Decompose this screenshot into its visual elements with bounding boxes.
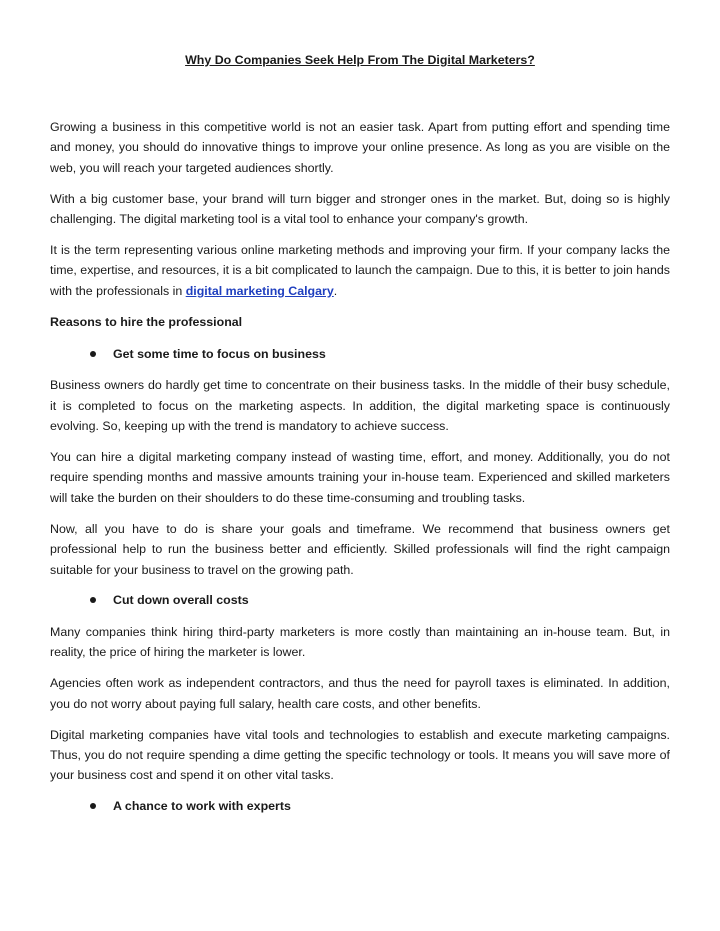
paragraph-customer-base: With a big customer base, your brand will turn bigger and stronger ones in the market. But, doing so is highly challenging. The digital marketing tool is a vital tool to enhance your company's growth. <box>50 191 670 227</box>
section-heading-reasons: Reasons to hire the professional <box>50 314 243 329</box>
document-page <box>50 50 670 828</box>
paragraph-intro: Growing a business in this competitive world is not an easier task. Apart from putting effort and spending time and money, you should do innovative things to improve your online presence. As long as you are visible on the web, you will reach your targeted audiences shortly. <box>50 120 670 175</box>
paragraph-agencies: Agencies often work as independent contractors, and thus the need for payroll taxes is eliminated. In addition, you do not worry about paying full salary, health care costs, and other benefits. <box>50 676 670 711</box>
paragraph-goals: Now, all you have to do is share your goals and timeframe. We recommend that business owners get professional help to run the business better and efficiently. Skilled professionals will find the right campaign suitable for your business to travel on the growing path. <box>50 521 670 577</box>
paragraph-hire-company: You can hire a digital marketing company instead of wasting time, effort, and money. Additionally, you do not require spending months and massive amounts training your in-house team. Experienced and skilled marketers will take the burden on their shoulders to do these time-consuming and troubling tasks. <box>50 449 670 505</box>
bullet-item-experts <box>50 796 670 816</box>
paragraph-text-end: . <box>333 283 338 298</box>
paragraph-third-party: Many companies think hiring third-party marketers is more costly than maintaining an in-house team. But, in reality, the price of hiring the marketer is lower. <box>50 624 670 660</box>
bullet-label: Get some time to focus on business <box>113 346 326 361</box>
digital-marketing-calgary-link[interactable]: digital marketing Calgary <box>185 283 334 298</box>
bullet-item-focus <box>50 344 670 364</box>
bullet-label: Cut down overall costs <box>113 593 249 608</box>
bullet-icon <box>90 803 96 809</box>
bullet-label: A chance to work with experts <box>113 799 291 814</box>
paragraph-busy-schedule: Business owners do hardly get time to concentrate on their business tasks. In the middle of their busy schedule, it is completed to focus on the marketing aspects. In addition, the digital marketing space is continuously evolving. So, keeping up with the trend is mandatory to achieve success. <box>50 378 670 434</box>
paragraph-marketing-methods <box>50 240 670 301</box>
paragraph-tools: Digital marketing companies have vital tools and technologies to establish and execute marketing campaigns. Thus, you do not require spending a dime getting the specific technology or tools. It means you will save more of your business cost and spend it on other vital tasks. <box>50 727 670 783</box>
paragraph-text: It is the term representing various online marketing methods and improving your firm. If your company lacks the time, expertise, and resources, it is a bit complicated to launch the campaign. Due to this, it is better to join hands with the professionals in <box>50 243 670 298</box>
bullet-icon <box>90 351 96 357</box>
bullet-item-costs <box>50 590 670 610</box>
document-title: Why Do Companies Seek Help From The Digital Marketers? <box>185 53 535 67</box>
bullet-icon <box>90 597 96 603</box>
